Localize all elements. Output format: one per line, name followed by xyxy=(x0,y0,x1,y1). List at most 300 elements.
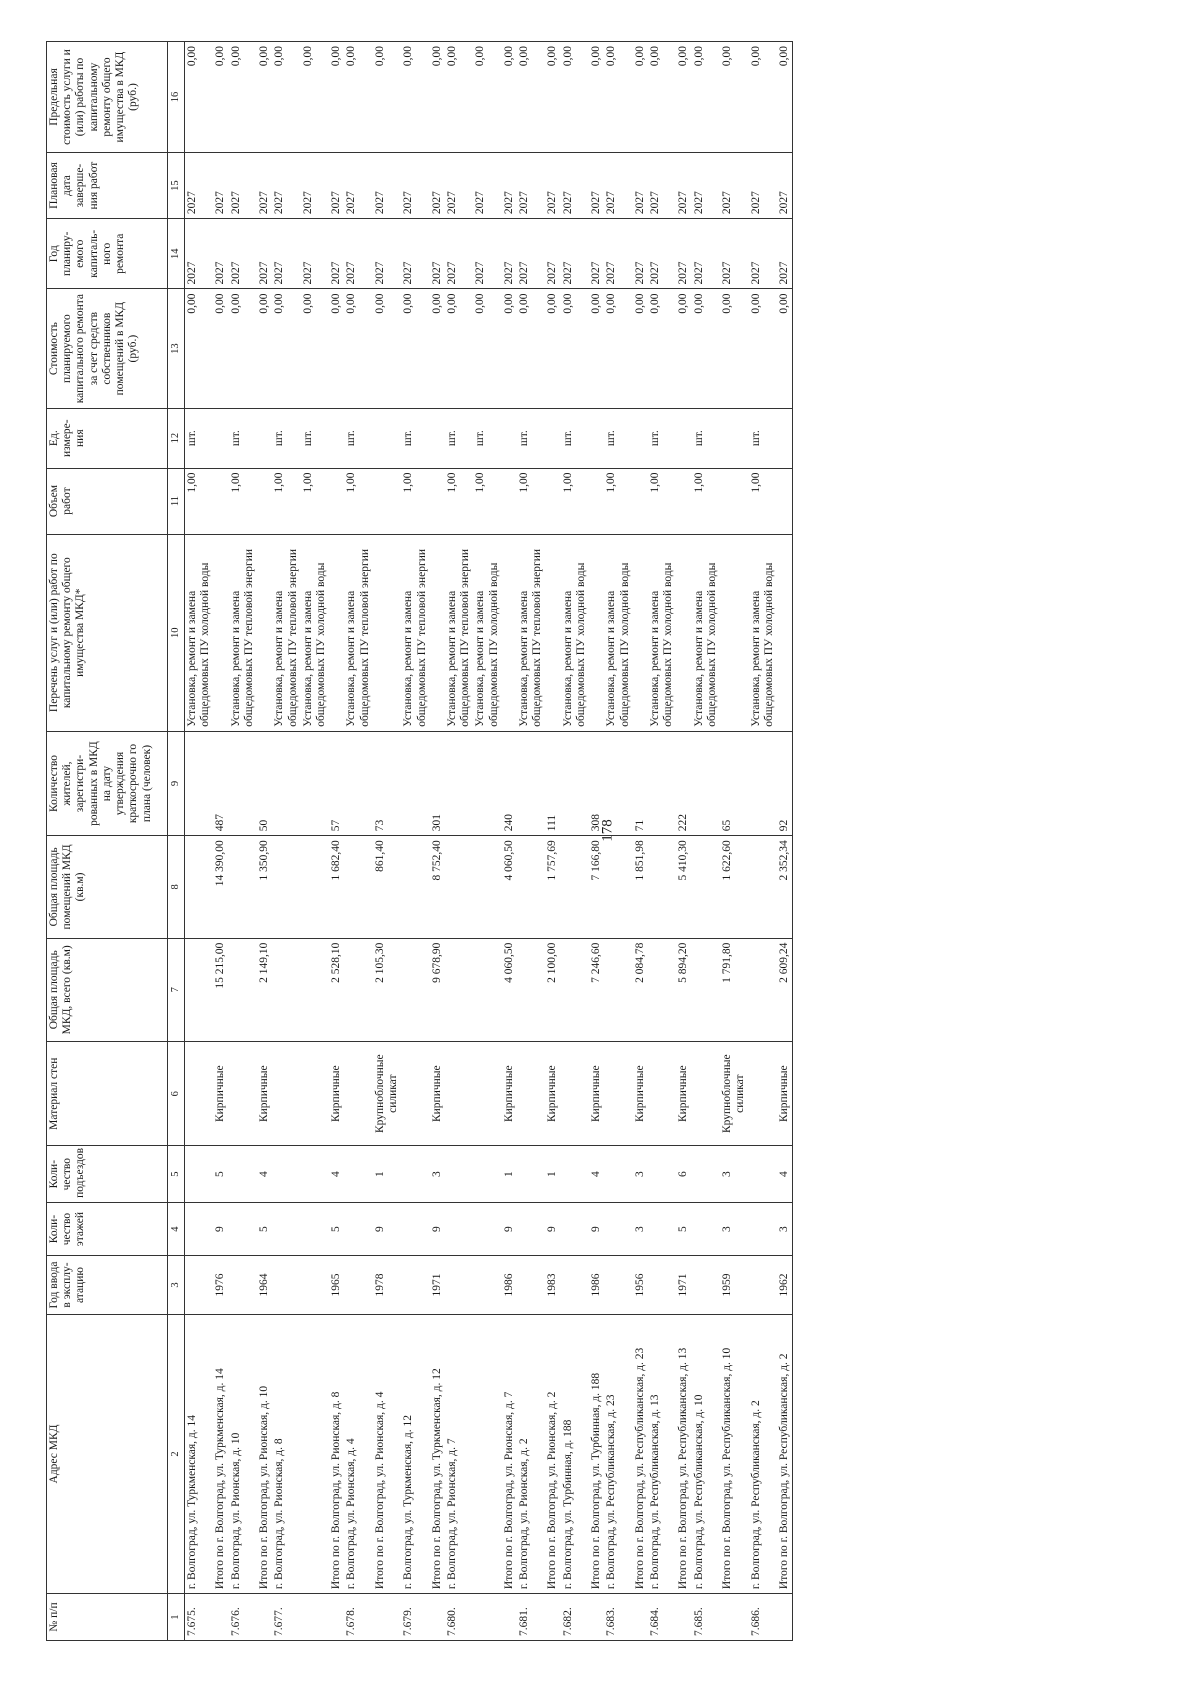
empty-cell xyxy=(676,1594,691,1641)
table-row xyxy=(301,42,329,1641)
cost-cell: 0,00 xyxy=(473,289,501,408)
total-limit-cell: 0,00 xyxy=(430,42,445,153)
end-year-cell: 2027 xyxy=(517,153,545,219)
table-row xyxy=(272,42,300,1641)
address-cell: г. Волгоград, ул. Рионская, д. 2 xyxy=(517,1314,545,1593)
empty-cell xyxy=(604,731,632,835)
total-end-year-cell: 2027 xyxy=(502,153,517,219)
cost-cell: 0,00 xyxy=(401,289,429,408)
empty-cell xyxy=(185,1146,214,1202)
work-cell: Установка, ремонт и замена общедомовых ПУ холодной воды xyxy=(185,534,214,731)
empty-cell xyxy=(633,408,648,468)
year-cell: 1965 xyxy=(329,1256,344,1315)
cost-cell: 0,00 xyxy=(648,289,676,408)
empty-cell xyxy=(692,1256,720,1315)
volume-cell: 1,00 xyxy=(473,468,501,534)
work-cell: Установка, ремонт и замена общедомовых ПУ холодной воды xyxy=(749,534,777,731)
area-total-cell: 2 149,10 xyxy=(257,938,272,1041)
row-number: 7.680. xyxy=(445,1594,473,1641)
column-header: Материал стен xyxy=(47,1041,168,1145)
work-cell: Установка, ремонт и замена общедомовых ПУ холодной воды xyxy=(473,534,501,731)
floors-cell: 5 xyxy=(257,1202,272,1255)
empty-cell xyxy=(473,1594,501,1641)
empty-cell xyxy=(517,836,545,938)
column-number-row xyxy=(168,42,185,1641)
empty-cell xyxy=(301,731,329,835)
total-end-year-cell: 2027 xyxy=(633,153,648,219)
empty-cell xyxy=(301,1594,329,1641)
empty-cell xyxy=(648,1041,676,1145)
cost-cell: 0,00 xyxy=(229,289,257,408)
column-number: 12 xyxy=(168,408,185,468)
total-plan-year-cell: 2027 xyxy=(633,219,648,289)
volume-cell: 1,00 xyxy=(561,468,589,534)
empty-cell xyxy=(633,1594,648,1641)
area-rooms-cell: 861,40 xyxy=(373,836,401,938)
empty-cell xyxy=(604,1256,632,1315)
year-cell: 1964 xyxy=(257,1256,272,1315)
limit-cell: 0,00 xyxy=(648,42,676,153)
address-cell: г. Волгоград, ул. Туркменская, д. 14 xyxy=(185,1314,214,1593)
end-year-cell: 2027 xyxy=(445,153,473,219)
column-number: 16 xyxy=(168,42,185,153)
wall-material-cell: Кирпичные xyxy=(430,1041,445,1145)
year-cell: 1956 xyxy=(633,1256,648,1315)
wall-material-cell: Кирпичные xyxy=(257,1041,272,1145)
empty-cell xyxy=(301,1314,329,1593)
plan-year-cell: 2027 xyxy=(692,219,720,289)
empty-cell xyxy=(604,1202,632,1255)
limit-cell: 0,00 xyxy=(473,42,501,153)
total-label-cell: Итого по г. Волгоград, ул. Рионская, д. 2 xyxy=(545,1314,560,1593)
empty-cell xyxy=(604,1146,632,1202)
cost-cell: 0,00 xyxy=(445,289,473,408)
limit-cell: 0,00 xyxy=(692,42,720,153)
empty-cell xyxy=(373,534,401,731)
total-label-cell: Итого по г. Волгоград, ул. Туркменская, д. 14 xyxy=(213,1314,228,1593)
limit-cell: 0,00 xyxy=(561,42,589,153)
total-row xyxy=(213,42,228,1641)
column-number: 10 xyxy=(168,534,185,731)
total-limit-cell: 0,00 xyxy=(257,42,272,153)
unit-cell: шт. xyxy=(648,408,676,468)
empty-cell xyxy=(401,938,429,1041)
plan-year-cell: 2027 xyxy=(272,219,300,289)
year-cell: 1983 xyxy=(545,1256,560,1315)
empty-cell xyxy=(561,1202,589,1255)
wall-material-cell: Кирпичные xyxy=(545,1041,560,1145)
residents-cell: 65 xyxy=(720,731,748,835)
unit-cell: шт. xyxy=(229,408,257,468)
total-label-cell: Итого по г. Волгоград, ул. Туркменская, д. 12 xyxy=(430,1314,445,1593)
total-row xyxy=(502,42,517,1641)
total-cost-cell: 0,00 xyxy=(777,289,793,408)
column-number: 8 xyxy=(168,836,185,938)
limit-cell: 0,00 xyxy=(185,42,214,153)
empty-cell xyxy=(545,1594,560,1641)
address-cell: г. Волгоград, ул. Рионская, д. 8 xyxy=(272,1314,300,1593)
empty-cell xyxy=(229,938,257,1041)
empty-cell xyxy=(445,1202,473,1255)
table-row xyxy=(692,42,720,1641)
empty-cell xyxy=(213,1594,228,1641)
empty-cell xyxy=(676,408,691,468)
empty-cell xyxy=(329,534,344,731)
empty-cell xyxy=(777,534,793,731)
end-year-cell: 2027 xyxy=(272,153,300,219)
empty-cell xyxy=(272,1256,300,1315)
empty-cell xyxy=(272,836,300,938)
wall-material-cell: Кирпичные xyxy=(213,1041,228,1145)
empty-cell xyxy=(692,938,720,1041)
empty-cell xyxy=(344,1256,372,1315)
empty-cell xyxy=(272,1041,300,1145)
plan-year-cell: 2027 xyxy=(301,219,329,289)
total-row xyxy=(633,42,648,1641)
work-cell: Установка, ремонт и замена общедомовых ПУ холодной воды xyxy=(648,534,676,731)
empty-cell xyxy=(749,1256,777,1315)
total-end-year-cell: 2027 xyxy=(257,153,272,219)
residents-cell: 301 xyxy=(430,731,445,835)
empty-cell xyxy=(561,1256,589,1315)
empty-cell xyxy=(301,1202,329,1255)
empty-cell xyxy=(272,1202,300,1255)
column-header: Ед. измере-ния xyxy=(47,408,168,468)
empty-cell xyxy=(589,1594,604,1641)
empty-cell xyxy=(229,1202,257,1255)
area-rooms-cell: 1 350,90 xyxy=(257,836,272,938)
empty-cell xyxy=(229,731,257,835)
total-end-year-cell: 2027 xyxy=(329,153,344,219)
empty-cell xyxy=(344,731,372,835)
table-row xyxy=(445,42,473,1641)
empty-cell xyxy=(473,938,501,1041)
total-end-year-cell: 2027 xyxy=(213,153,228,219)
total-plan-year-cell: 2027 xyxy=(373,219,401,289)
empty-cell xyxy=(329,408,344,468)
total-limit-cell: 0,00 xyxy=(633,42,648,153)
empty-cell xyxy=(344,1041,372,1145)
total-plan-year-cell: 2027 xyxy=(213,219,228,289)
empty-cell xyxy=(185,938,214,1041)
volume-cell: 1,00 xyxy=(344,468,372,534)
empty-cell xyxy=(473,1146,501,1202)
total-cost-cell: 0,00 xyxy=(502,289,517,408)
unit-cell: шт. xyxy=(473,408,501,468)
cost-cell: 0,00 xyxy=(604,289,632,408)
volume-cell: 1,00 xyxy=(229,468,257,534)
empty-cell xyxy=(676,534,691,731)
floors-cell: 5 xyxy=(329,1202,344,1255)
empty-cell xyxy=(589,468,604,534)
work-cell: Установка, ремонт и замена общедомовых ПУ тепловой энергии xyxy=(517,534,545,731)
address-cell: г. Волгоград, ул. Рионская, д. 7 xyxy=(445,1314,473,1593)
empty-cell xyxy=(401,1041,429,1145)
empty-cell xyxy=(648,731,676,835)
limit-cell: 0,00 xyxy=(344,42,372,153)
empty-cell xyxy=(648,1202,676,1255)
residents-cell: 92 xyxy=(777,731,793,835)
unit-cell: шт. xyxy=(604,408,632,468)
area-rooms-cell: 1 757,69 xyxy=(545,836,560,938)
empty-cell xyxy=(777,1594,793,1641)
total-plan-year-cell: 2027 xyxy=(329,219,344,289)
total-row xyxy=(589,42,604,1641)
total-limit-cell: 0,00 xyxy=(589,42,604,153)
area-total-cell: 7 246,60 xyxy=(589,938,604,1041)
column-header: Стоимость планируемого капитального ремонта за счет средств собственников помещений в МКД (руб.) xyxy=(47,289,168,408)
table-body xyxy=(185,42,793,1641)
limit-cell: 0,00 xyxy=(401,42,429,153)
empty-cell xyxy=(445,1041,473,1145)
area-total-cell: 2 105,30 xyxy=(373,938,401,1041)
empty-cell xyxy=(749,731,777,835)
empty-cell xyxy=(301,1146,329,1202)
header-row xyxy=(47,42,168,1641)
total-row xyxy=(777,42,793,1641)
work-cell: Установка, ремонт и замена общедомовых ПУ холодной воды xyxy=(561,534,589,731)
empty-cell xyxy=(561,938,589,1041)
empty-cell xyxy=(633,468,648,534)
year-cell: 1978 xyxy=(373,1256,401,1315)
area-rooms-cell: 7 166,80 xyxy=(589,836,604,938)
total-label-cell: Итого по г. Волгоград, ул. Рионская, д. 7 xyxy=(502,1314,517,1593)
entrances-cell: 1 xyxy=(502,1146,517,1202)
year-cell: 1986 xyxy=(589,1256,604,1315)
volume-cell: 1,00 xyxy=(301,468,329,534)
floors-cell: 9 xyxy=(430,1202,445,1255)
end-year-cell: 2027 xyxy=(185,153,214,219)
empty-cell xyxy=(589,408,604,468)
floors-cell: 3 xyxy=(633,1202,648,1255)
column-number: 11 xyxy=(168,468,185,534)
total-plan-year-cell: 2027 xyxy=(545,219,560,289)
empty-cell xyxy=(301,1041,329,1145)
row-number: 7.678. xyxy=(344,1594,372,1641)
area-rooms-cell: 14 390,00 xyxy=(213,836,228,938)
table-row xyxy=(185,42,214,1641)
year-cell: 1976 xyxy=(213,1256,228,1315)
wall-material-cell: Кирпичные xyxy=(633,1041,648,1145)
volume-cell: 1,00 xyxy=(749,468,777,534)
cost-cell: 0,00 xyxy=(561,289,589,408)
table-row xyxy=(749,42,777,1641)
year-cell: 1971 xyxy=(676,1256,691,1315)
total-cost-cell: 0,00 xyxy=(633,289,648,408)
unit-cell: шт. xyxy=(445,408,473,468)
cost-cell: 0,00 xyxy=(185,289,214,408)
entrances-cell: 3 xyxy=(633,1146,648,1202)
area-total-cell: 2 528,10 xyxy=(329,938,344,1041)
entrances-cell: 1 xyxy=(545,1146,560,1202)
total-row xyxy=(329,42,344,1641)
row-number: 7.675. xyxy=(185,1594,214,1641)
end-year-cell: 2027 xyxy=(344,153,372,219)
wall-material-cell: Кирпичные xyxy=(777,1041,793,1145)
total-plan-year-cell: 2027 xyxy=(502,219,517,289)
column-number: 14 xyxy=(168,219,185,289)
total-plan-year-cell: 2027 xyxy=(720,219,748,289)
cost-cell: 0,00 xyxy=(692,289,720,408)
entrances-cell: 4 xyxy=(777,1146,793,1202)
entrances-cell: 3 xyxy=(720,1146,748,1202)
empty-cell xyxy=(445,836,473,938)
table-row xyxy=(561,42,589,1641)
row-number: 7.684. xyxy=(648,1594,676,1641)
total-row xyxy=(257,42,272,1641)
total-end-year-cell: 2027 xyxy=(720,153,748,219)
empty-cell xyxy=(676,468,691,534)
volume-cell: 1,00 xyxy=(692,468,720,534)
empty-cell xyxy=(272,1146,300,1202)
area-total-cell: 2 609,24 xyxy=(777,938,793,1041)
end-year-cell: 2027 xyxy=(401,153,429,219)
address-cell: г. Волгоград, ул. Рионская, д. 4 xyxy=(344,1314,372,1593)
total-label-cell: Итого по г. Волгоград, ул. Республиканская, д. 10 xyxy=(720,1314,748,1593)
volume-cell: 1,00 xyxy=(648,468,676,534)
area-rooms-cell: 1 682,40 xyxy=(329,836,344,938)
total-end-year-cell: 2027 xyxy=(676,153,691,219)
repair-plan-table xyxy=(46,41,793,1641)
empty-cell xyxy=(692,1041,720,1145)
area-total-cell: 2 084,78 xyxy=(633,938,648,1041)
area-rooms-cell: 2 352,34 xyxy=(777,836,793,938)
empty-cell xyxy=(502,408,517,468)
entrances-cell: 5 xyxy=(213,1146,228,1202)
empty-cell xyxy=(213,534,228,731)
unit-cell: шт. xyxy=(401,408,429,468)
total-end-year-cell: 2027 xyxy=(589,153,604,219)
empty-cell xyxy=(561,731,589,835)
end-year-cell: 2027 xyxy=(301,153,329,219)
residents-cell: 111 xyxy=(545,731,560,835)
column-number: 4 xyxy=(168,1202,185,1255)
entrances-cell: 1 xyxy=(373,1146,401,1202)
work-cell: Установка, ремонт и замена общедомовых ПУ тепловой энергии xyxy=(445,534,473,731)
total-label-cell: Итого по г. Волгоград, ул. Республиканская, д. 13 xyxy=(676,1314,691,1593)
entrances-cell: 4 xyxy=(589,1146,604,1202)
limit-cell: 0,00 xyxy=(229,42,257,153)
table-row xyxy=(648,42,676,1641)
empty-cell xyxy=(473,1041,501,1145)
work-cell: Установка, ремонт и замена общедомовых ПУ холодной воды xyxy=(692,534,720,731)
unit-cell: шт. xyxy=(517,408,545,468)
total-limit-cell: 0,00 xyxy=(777,42,793,153)
empty-cell xyxy=(344,1146,372,1202)
empty-cell xyxy=(373,1594,401,1641)
volume-cell: 1,00 xyxy=(517,468,545,534)
total-end-year-cell: 2027 xyxy=(545,153,560,219)
column-number: 3 xyxy=(168,1256,185,1315)
table-row xyxy=(604,42,632,1641)
total-plan-year-cell: 2027 xyxy=(589,219,604,289)
floors-cell: 3 xyxy=(777,1202,793,1255)
empty-cell xyxy=(445,1146,473,1202)
total-label-cell: Итого по г. Волгоград, ул. Республиканская, д. 23 xyxy=(633,1314,648,1593)
address-cell: г. Волгоград, ул. Республиканская, д. 2 xyxy=(749,1314,777,1593)
area-rooms-cell: 8 752,40 xyxy=(430,836,445,938)
limit-cell: 0,00 xyxy=(272,42,300,153)
empty-cell xyxy=(229,1146,257,1202)
total-limit-cell: 0,00 xyxy=(329,42,344,153)
volume-cell: 1,00 xyxy=(272,468,300,534)
empty-cell xyxy=(257,534,272,731)
work-cell: Установка, ремонт и замена общедомовых ПУ тепловой энергии xyxy=(272,534,300,731)
column-header: Коли-чество этажей xyxy=(47,1202,168,1255)
empty-cell xyxy=(373,468,401,534)
empty-cell xyxy=(692,836,720,938)
empty-cell xyxy=(401,1256,429,1315)
empty-cell xyxy=(344,1202,372,1255)
column-number: 9 xyxy=(168,731,185,835)
empty-cell xyxy=(749,1202,777,1255)
empty-cell xyxy=(473,1256,501,1315)
total-limit-cell: 0,00 xyxy=(373,42,401,153)
wall-material-cell: Кирпичные xyxy=(329,1041,344,1145)
total-label-cell: Итого по г. Волгоград, ул. Республиканская, д. 2 xyxy=(777,1314,793,1593)
total-plan-year-cell: 2027 xyxy=(777,219,793,289)
unit-cell: шт. xyxy=(185,408,214,468)
empty-cell xyxy=(720,468,748,534)
wall-material-cell: Кирпичные xyxy=(676,1041,691,1145)
volume-cell: 1,00 xyxy=(185,468,214,534)
empty-cell xyxy=(777,468,793,534)
empty-cell xyxy=(502,468,517,534)
residents-cell: 308 xyxy=(589,731,604,835)
empty-cell xyxy=(517,1146,545,1202)
plan-year-cell: 2027 xyxy=(185,219,214,289)
floors-cell: 9 xyxy=(213,1202,228,1255)
column-number: 6 xyxy=(168,1041,185,1145)
work-cell: Установка, ремонт и замена общедомовых ПУ холодной воды xyxy=(301,534,329,731)
plan-year-cell: 2027 xyxy=(561,219,589,289)
empty-cell xyxy=(185,836,214,938)
empty-cell xyxy=(749,1146,777,1202)
row-number: 7.679. xyxy=(401,1594,429,1641)
empty-cell xyxy=(301,836,329,938)
empty-cell xyxy=(749,1041,777,1145)
year-cell: 1962 xyxy=(777,1256,793,1315)
residents-cell: 487 xyxy=(213,731,228,835)
empty-cell xyxy=(430,1594,445,1641)
area-rooms-cell: 4 060,50 xyxy=(502,836,517,938)
empty-cell xyxy=(329,468,344,534)
total-row xyxy=(430,42,445,1641)
end-year-cell: 2027 xyxy=(473,153,501,219)
limit-cell: 0,00 xyxy=(604,42,632,153)
total-label-cell: Итого по г. Волгоград, ул. Рионская, д. 8 xyxy=(329,1314,344,1593)
column-number: 13 xyxy=(168,289,185,408)
entrances-cell: 4 xyxy=(329,1146,344,1202)
empty-cell xyxy=(545,468,560,534)
end-year-cell: 2027 xyxy=(604,153,632,219)
empty-cell xyxy=(344,938,372,1041)
area-total-cell: 1 791,80 xyxy=(720,938,748,1041)
empty-cell xyxy=(604,938,632,1041)
row-number: 7.683. xyxy=(604,1594,632,1641)
residents-cell: 50 xyxy=(257,731,272,835)
empty-cell xyxy=(257,468,272,534)
empty-cell xyxy=(502,534,517,731)
total-limit-cell: 0,00 xyxy=(676,42,691,153)
empty-cell xyxy=(777,408,793,468)
total-label-cell: Итого по г. Волгоград, ул. Рионская, д. 4 xyxy=(373,1314,401,1593)
empty-cell xyxy=(373,408,401,468)
cost-cell: 0,00 xyxy=(301,289,329,408)
volume-cell: 1,00 xyxy=(445,468,473,534)
address-cell: г. Волгоград, ул. Республиканская, д. 10 xyxy=(692,1314,720,1593)
empty-cell xyxy=(213,408,228,468)
